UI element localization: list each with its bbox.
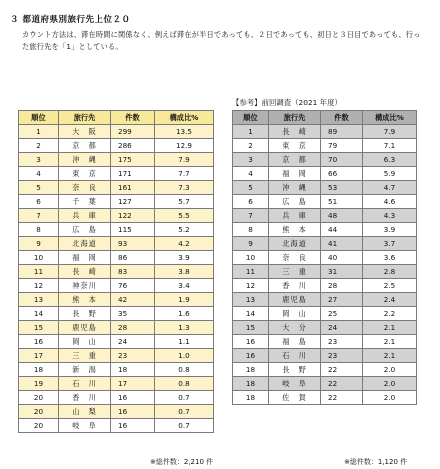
ratio-cell: 7.9 bbox=[155, 153, 214, 167]
destination-cell: 熊 本 bbox=[269, 223, 321, 237]
rank-cell: 20 bbox=[19, 391, 59, 405]
table-row bbox=[19, 167, 214, 181]
counting-note: カウント方法は、滞在時間に関係なく、例えば滞在が半日であっても、２日であっても、初日と３日目であっても、行った旅行先を「1」としている。 bbox=[22, 30, 421, 51]
rank-cell: 11 bbox=[233, 265, 269, 279]
destination-cell: 佐 賀 bbox=[269, 391, 321, 405]
ratio-cell: 1.0 bbox=[155, 349, 214, 363]
ratio-cell: 7.1 bbox=[363, 139, 417, 153]
ratio-cell: 2.8 bbox=[363, 265, 417, 279]
rank-cell: 16 bbox=[19, 335, 59, 349]
rank-cell: 8 bbox=[19, 223, 59, 237]
table-row bbox=[233, 195, 417, 209]
table-row bbox=[233, 139, 417, 153]
table-row bbox=[19, 321, 214, 335]
table-row bbox=[19, 265, 214, 279]
destination-cell: 京 都 bbox=[59, 139, 111, 153]
count-cell: 161 bbox=[111, 181, 155, 195]
table-row bbox=[19, 391, 214, 405]
table-header-row bbox=[19, 111, 214, 125]
header-destination: 旅行先 bbox=[59, 111, 111, 125]
ratio-cell: 5.9 bbox=[363, 167, 417, 181]
ratio-cell: 3.4 bbox=[155, 279, 214, 293]
table-row bbox=[19, 139, 214, 153]
table-row bbox=[233, 237, 417, 251]
destination-cell: 石 川 bbox=[269, 349, 321, 363]
rank-cell: 14 bbox=[19, 307, 59, 321]
destination-cell: 広 島 bbox=[269, 195, 321, 209]
destination-cell: 沖 縄 bbox=[59, 153, 111, 167]
count-cell: 76 bbox=[111, 279, 155, 293]
table-row bbox=[19, 195, 214, 209]
rank-cell: 2 bbox=[233, 139, 269, 153]
rank-cell: 3 bbox=[233, 153, 269, 167]
table-row bbox=[233, 349, 417, 363]
destination-cell: 兵 庫 bbox=[269, 209, 321, 223]
count-cell: 175 bbox=[111, 153, 155, 167]
destination-cell: 長 野 bbox=[59, 307, 111, 321]
destination-cell: 北海道 bbox=[59, 237, 111, 251]
rank-cell: 16 bbox=[233, 349, 269, 363]
destination-cell: 鹿児島 bbox=[59, 321, 111, 335]
ratio-cell: 1.1 bbox=[155, 335, 214, 349]
count-cell: 28 bbox=[321, 279, 363, 293]
rank-cell: 3 bbox=[19, 153, 59, 167]
count-cell: 42 bbox=[111, 293, 155, 307]
ratio-cell: 3.7 bbox=[363, 237, 417, 251]
destination-cell: 三 重 bbox=[269, 265, 321, 279]
destination-cell: 岐 阜 bbox=[269, 377, 321, 391]
table-row bbox=[233, 223, 417, 237]
destination-cell: 長 野 bbox=[269, 363, 321, 377]
table-row bbox=[19, 181, 214, 195]
count-cell: 115 bbox=[111, 223, 155, 237]
rank-cell: 1 bbox=[233, 125, 269, 139]
ratio-cell: 2.0 bbox=[363, 377, 417, 391]
rank-cell: 20 bbox=[19, 405, 59, 419]
count-cell: 53 bbox=[321, 181, 363, 195]
ratio-cell: 5.5 bbox=[155, 209, 214, 223]
header-count: 件数 bbox=[111, 111, 155, 125]
count-cell: 89 bbox=[321, 125, 363, 139]
header-rank: 順位 bbox=[233, 111, 269, 125]
rank-cell: 7 bbox=[19, 209, 59, 223]
ratio-cell: 2.1 bbox=[363, 335, 417, 349]
ratio-cell: 3.8 bbox=[155, 265, 214, 279]
rank-cell: 15 bbox=[233, 321, 269, 335]
ratio-cell: 7.9 bbox=[363, 125, 417, 139]
table-row bbox=[233, 265, 417, 279]
ratio-cell: 2.0 bbox=[363, 391, 417, 405]
destination-cell: 福 岡 bbox=[269, 167, 321, 181]
table-row bbox=[233, 153, 417, 167]
rank-cell: 10 bbox=[19, 251, 59, 265]
rank-cell: 14 bbox=[233, 307, 269, 321]
table-row bbox=[19, 405, 214, 419]
table-row bbox=[19, 349, 214, 363]
ratio-cell: 1.9 bbox=[155, 293, 214, 307]
table-row bbox=[19, 363, 214, 377]
table-row bbox=[233, 181, 417, 195]
table-row bbox=[19, 307, 214, 321]
destination-cell: 大 阪 bbox=[59, 125, 111, 139]
rank-cell: 1 bbox=[19, 125, 59, 139]
count-cell: 127 bbox=[111, 195, 155, 209]
destination-cell: 兵 庫 bbox=[59, 209, 111, 223]
table-row bbox=[233, 125, 417, 139]
count-cell: 35 bbox=[111, 307, 155, 321]
count-cell: 28 bbox=[111, 321, 155, 335]
ratio-cell: 4.7 bbox=[363, 181, 417, 195]
ratio-cell: 2.0 bbox=[363, 363, 417, 377]
rank-cell: 18 bbox=[19, 363, 59, 377]
destination-cell: 東 京 bbox=[59, 167, 111, 181]
destination-cell: 鹿児島 bbox=[269, 293, 321, 307]
rank-cell: 7 bbox=[233, 209, 269, 223]
ratio-cell: 6.3 bbox=[363, 153, 417, 167]
ratio-cell: 3.9 bbox=[363, 223, 417, 237]
count-cell: 299 bbox=[111, 125, 155, 139]
table-row bbox=[233, 293, 417, 307]
rank-cell: 6 bbox=[19, 195, 59, 209]
destination-cell: 石 川 bbox=[59, 377, 111, 391]
table-row bbox=[19, 377, 214, 391]
count-cell: 17 bbox=[111, 377, 155, 391]
table-row bbox=[233, 391, 417, 405]
table-row bbox=[19, 237, 214, 251]
table-header-row bbox=[233, 111, 417, 125]
destination-cell: 長 崎 bbox=[269, 125, 321, 139]
destination-cell: 福 島 bbox=[269, 335, 321, 349]
destination-cell: 神奈川 bbox=[59, 279, 111, 293]
table-row bbox=[233, 321, 417, 335]
table-row bbox=[19, 293, 214, 307]
destination-cell: 奈 良 bbox=[269, 251, 321, 265]
ratio-cell: 4.3 bbox=[363, 209, 417, 223]
ratio-cell: 4.2 bbox=[155, 237, 214, 251]
count-cell: 23 bbox=[111, 349, 155, 363]
ratio-cell: 0.8 bbox=[155, 363, 214, 377]
rank-cell: 13 bbox=[19, 293, 59, 307]
destination-cell: 香 川 bbox=[59, 391, 111, 405]
count-cell: 79 bbox=[321, 139, 363, 153]
ratio-cell: 7.3 bbox=[155, 181, 214, 195]
rank-cell: 6 bbox=[233, 195, 269, 209]
destination-cell: 新 潟 bbox=[59, 363, 111, 377]
ratio-cell: 2.1 bbox=[363, 321, 417, 335]
ratio-cell: 2.5 bbox=[363, 279, 417, 293]
ratio-cell: 0.8 bbox=[155, 377, 214, 391]
count-cell: 70 bbox=[321, 153, 363, 167]
previous-survey-title: 【参考】前回調査（2021 年度） bbox=[232, 98, 342, 107]
count-cell: 86 bbox=[111, 251, 155, 265]
destination-cell: 岡 山 bbox=[269, 307, 321, 321]
ratio-cell: 12.9 bbox=[155, 139, 214, 153]
table-row bbox=[233, 307, 417, 321]
destination-cell: 熊 本 bbox=[59, 293, 111, 307]
table-row bbox=[19, 209, 214, 223]
ratio-cell: 3.9 bbox=[155, 251, 214, 265]
count-cell: 23 bbox=[321, 335, 363, 349]
ratio-cell: 2.1 bbox=[363, 349, 417, 363]
ratio-cell: 2.4 bbox=[363, 293, 417, 307]
table-row bbox=[233, 279, 417, 293]
table-row bbox=[233, 167, 417, 181]
header-ratio: 構成比% bbox=[363, 111, 417, 125]
count-cell: 122 bbox=[111, 209, 155, 223]
ratio-cell: 5.2 bbox=[155, 223, 214, 237]
destination-cell: 広 島 bbox=[59, 223, 111, 237]
count-cell: 16 bbox=[111, 419, 155, 433]
count-cell: 16 bbox=[111, 391, 155, 405]
rank-cell: 18 bbox=[233, 377, 269, 391]
header-destination: 旅行先 bbox=[269, 111, 321, 125]
table-row bbox=[19, 153, 214, 167]
destination-cell: 岡 山 bbox=[59, 335, 111, 349]
rank-cell: 5 bbox=[19, 181, 59, 195]
ratio-cell: 5.7 bbox=[155, 195, 214, 209]
rank-cell: 4 bbox=[233, 167, 269, 181]
previous-ranking-table bbox=[232, 110, 417, 405]
count-cell: 25 bbox=[321, 307, 363, 321]
table-row bbox=[19, 223, 214, 237]
rank-cell: 15 bbox=[19, 321, 59, 335]
table-row bbox=[233, 363, 417, 377]
count-cell: 48 bbox=[321, 209, 363, 223]
rank-cell: 11 bbox=[19, 265, 59, 279]
current-ranking-table bbox=[18, 110, 214, 433]
destination-cell: 長 崎 bbox=[59, 265, 111, 279]
ratio-cell: 1.6 bbox=[155, 307, 214, 321]
rank-cell: 9 bbox=[233, 237, 269, 251]
destination-cell: 大 分 bbox=[269, 321, 321, 335]
ratio-cell: 4.6 bbox=[363, 195, 417, 209]
destination-cell: 千 葉 bbox=[59, 195, 111, 209]
destination-cell: 奈 良 bbox=[59, 181, 111, 195]
count-cell: 31 bbox=[321, 265, 363, 279]
count-cell: 18 bbox=[111, 363, 155, 377]
ratio-cell: 2.2 bbox=[363, 307, 417, 321]
rank-cell: 12 bbox=[19, 279, 59, 293]
count-cell: 83 bbox=[111, 265, 155, 279]
table-row bbox=[233, 209, 417, 223]
table-row bbox=[233, 377, 417, 391]
ratio-cell: 0.7 bbox=[155, 405, 214, 419]
current-total-count: ※総件数：2,210 件 bbox=[150, 458, 214, 466]
count-cell: 66 bbox=[321, 167, 363, 181]
destination-cell: 香 川 bbox=[269, 279, 321, 293]
table-row bbox=[233, 251, 417, 265]
count-cell: 27 bbox=[321, 293, 363, 307]
rank-cell: 5 bbox=[233, 181, 269, 195]
count-cell: 24 bbox=[321, 321, 363, 335]
destination-cell: 三 重 bbox=[59, 349, 111, 363]
ratio-cell: 0.7 bbox=[155, 419, 214, 433]
destination-cell: 沖 縄 bbox=[269, 181, 321, 195]
rank-cell: 12 bbox=[233, 279, 269, 293]
table-row bbox=[19, 335, 214, 349]
rank-cell: 16 bbox=[233, 335, 269, 349]
ratio-cell: 0.7 bbox=[155, 391, 214, 405]
ratio-cell: 1.3 bbox=[155, 321, 214, 335]
destination-cell: 京 都 bbox=[269, 153, 321, 167]
ratio-cell: 3.6 bbox=[363, 251, 417, 265]
rank-cell: 13 bbox=[233, 293, 269, 307]
rank-cell: 9 bbox=[19, 237, 59, 251]
count-cell: 41 bbox=[321, 237, 363, 251]
header-count: 件数 bbox=[321, 111, 363, 125]
count-cell: 40 bbox=[321, 251, 363, 265]
destination-cell: 福 岡 bbox=[59, 251, 111, 265]
previous-total-count: ※総件数：1,120 件 bbox=[344, 458, 408, 466]
table-row bbox=[19, 419, 214, 433]
rank-cell: 2 bbox=[19, 139, 59, 153]
rank-cell: 4 bbox=[19, 167, 59, 181]
destination-cell: 東 京 bbox=[269, 139, 321, 153]
header-ratio: 構成比% bbox=[155, 111, 214, 125]
count-cell: 93 bbox=[111, 237, 155, 251]
header-rank: 順位 bbox=[19, 111, 59, 125]
table-row bbox=[19, 125, 214, 139]
count-cell: 286 bbox=[111, 139, 155, 153]
rank-cell: 8 bbox=[233, 223, 269, 237]
rank-cell: 10 bbox=[233, 251, 269, 265]
section-heading: ３ 都道府県別旅行先上位２０ bbox=[10, 15, 131, 25]
table-row bbox=[19, 279, 214, 293]
rank-cell: 17 bbox=[19, 349, 59, 363]
rank-cell: 20 bbox=[19, 419, 59, 433]
table-row bbox=[19, 251, 214, 265]
rank-cell: 18 bbox=[233, 391, 269, 405]
rank-cell: 19 bbox=[19, 377, 59, 391]
rank-cell: 18 bbox=[233, 363, 269, 377]
destination-cell: 北海道 bbox=[269, 237, 321, 251]
count-cell: 24 bbox=[111, 335, 155, 349]
ratio-cell: 7.7 bbox=[155, 167, 214, 181]
count-cell: 171 bbox=[111, 167, 155, 181]
count-cell: 51 bbox=[321, 195, 363, 209]
destination-cell: 岐 阜 bbox=[59, 419, 111, 433]
destination-cell: 山 梨 bbox=[59, 405, 111, 419]
count-cell: 23 bbox=[321, 349, 363, 363]
count-cell: 16 bbox=[111, 405, 155, 419]
count-cell: 22 bbox=[321, 391, 363, 405]
count-cell: 22 bbox=[321, 363, 363, 377]
count-cell: 44 bbox=[321, 223, 363, 237]
table-row bbox=[233, 335, 417, 349]
ratio-cell: 13.5 bbox=[155, 125, 214, 139]
count-cell: 22 bbox=[321, 377, 363, 391]
